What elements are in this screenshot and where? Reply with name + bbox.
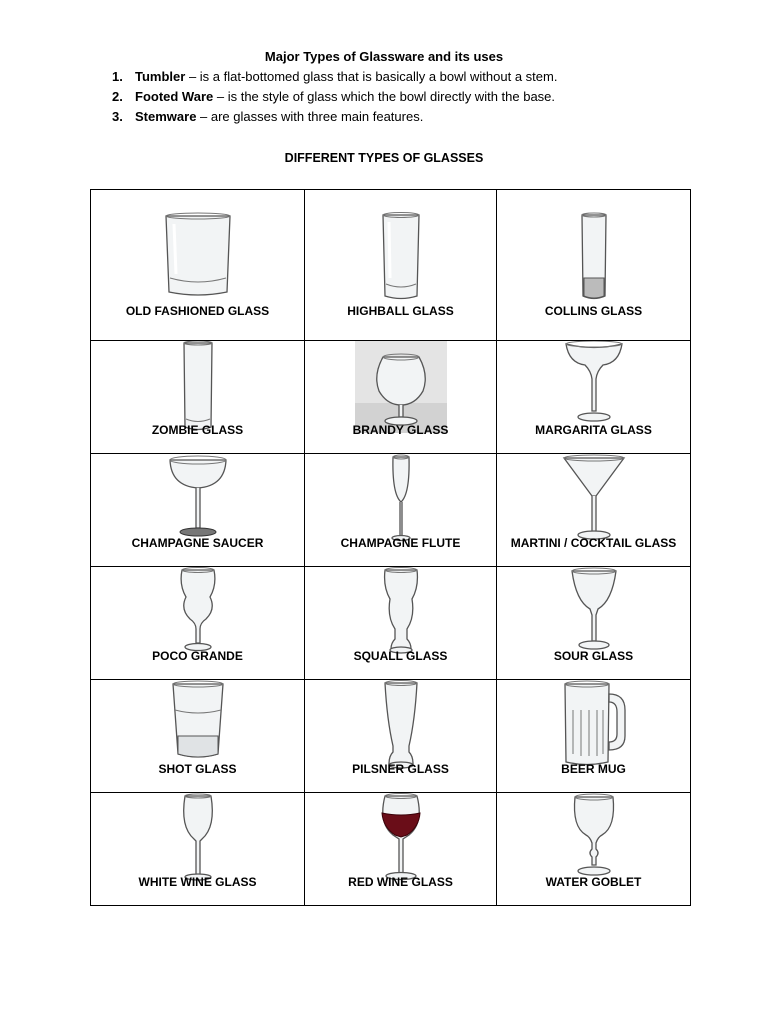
glass-cell bbox=[91, 454, 305, 567]
glass-label: BEER MUG bbox=[561, 762, 626, 776]
glass-label: PILSNER GLASS bbox=[352, 762, 449, 776]
glass-label: SQUALL GLASS bbox=[353, 649, 448, 663]
glass-cell bbox=[305, 341, 497, 454]
glass-cell bbox=[497, 680, 691, 793]
table-row bbox=[91, 341, 691, 454]
glass-cell bbox=[497, 190, 691, 341]
glass-cell bbox=[305, 793, 497, 906]
page-title: Major Types of Glassware and its uses bbox=[264, 49, 504, 64]
glass-cell bbox=[91, 341, 305, 454]
table-row bbox=[91, 567, 691, 680]
glass-cell bbox=[305, 567, 497, 680]
zombie-glass-icon bbox=[181, 341, 215, 433]
white-wine-glass-icon bbox=[178, 793, 218, 883]
glass-cell bbox=[497, 341, 691, 454]
glass-cell bbox=[305, 680, 497, 793]
list-item bbox=[112, 89, 557, 109]
list-item bbox=[112, 109, 557, 129]
glass-label: SOUR GLASS bbox=[553, 649, 634, 663]
list-number: 2. bbox=[112, 89, 123, 104]
glass-label: BRANDY GLASS bbox=[352, 423, 449, 437]
list-description: – is a flat-bottomed glass that is basically a bowl without a stem. bbox=[185, 69, 558, 84]
glass-label: COLLINS GLASS bbox=[544, 304, 643, 318]
glass-label: MARTINI / COCKTAIL GLASS bbox=[510, 536, 677, 550]
list-item bbox=[112, 69, 557, 89]
brandy-glass-icon bbox=[355, 341, 447, 433]
list-term: Footed Ware bbox=[135, 89, 214, 104]
poco-grande-icon bbox=[176, 567, 220, 655]
table-row bbox=[91, 793, 691, 906]
glass-label: RED WINE GLASS bbox=[348, 875, 453, 889]
glass-label: HIGHBALL GLASS bbox=[347, 304, 454, 318]
red-wine-glass-icon bbox=[377, 793, 425, 883]
water-goblet-icon bbox=[570, 793, 618, 881]
champagne-flute-icon bbox=[390, 454, 412, 542]
list-term: Tumbler bbox=[135, 69, 186, 84]
glass-cell bbox=[91, 567, 305, 680]
glass-label: WHITE WINE GLASS bbox=[138, 875, 257, 889]
sour-glass-icon bbox=[568, 567, 620, 655]
martini-glass-icon bbox=[561, 454, 627, 540]
glass-cell bbox=[305, 454, 497, 567]
shot-glass-icon bbox=[169, 680, 227, 762]
glass-label: MARGARITA GLASS bbox=[535, 423, 652, 437]
glass-cell bbox=[91, 680, 305, 793]
champagne-saucer-icon bbox=[167, 454, 229, 538]
glass-label: WATER GOBLET bbox=[545, 875, 642, 889]
list-description: – are glasses with three main features. bbox=[196, 109, 424, 124]
glass-cell bbox=[497, 567, 691, 680]
pilsner-glass-icon bbox=[381, 680, 421, 772]
glass-cell bbox=[91, 793, 305, 906]
table-row bbox=[91, 190, 691, 341]
list-number: 1. bbox=[112, 69, 123, 84]
beer-mug-icon bbox=[561, 680, 627, 768]
glass-label: OLD FASHIONED GLASS bbox=[125, 304, 270, 318]
glass-cell bbox=[305, 190, 497, 341]
glass-cell bbox=[497, 793, 691, 906]
glass-label: CHAMPAGNE FLUTE bbox=[340, 536, 461, 550]
list-number: 3. bbox=[112, 109, 123, 124]
table-row bbox=[91, 454, 691, 567]
table-row bbox=[91, 680, 691, 793]
list-description: – is the style of glass which the bowl directly with the base. bbox=[213, 89, 556, 104]
glasses-table bbox=[90, 189, 691, 906]
list-term: Stemware bbox=[135, 109, 197, 124]
glass-label: SHOT GLASS bbox=[158, 762, 237, 776]
collins-glass-icon bbox=[579, 212, 609, 302]
glass-label: POCO GRANDE bbox=[152, 649, 243, 663]
section-subtitle: DIFFERENT TYPES OF GLASSES bbox=[284, 151, 484, 165]
glassware-types-list bbox=[112, 69, 557, 129]
glass-label: ZOMBIE GLASS bbox=[151, 423, 244, 437]
margarita-glass-icon bbox=[563, 341, 625, 423]
highball-glass-icon bbox=[379, 212, 423, 302]
glass-label: CHAMPAGNE SAUCER bbox=[131, 536, 264, 550]
old-fashioned-glass-icon bbox=[160, 212, 236, 298]
glass-cell bbox=[497, 454, 691, 567]
squall-glass-icon bbox=[381, 567, 421, 657]
glass-cell bbox=[91, 190, 305, 341]
